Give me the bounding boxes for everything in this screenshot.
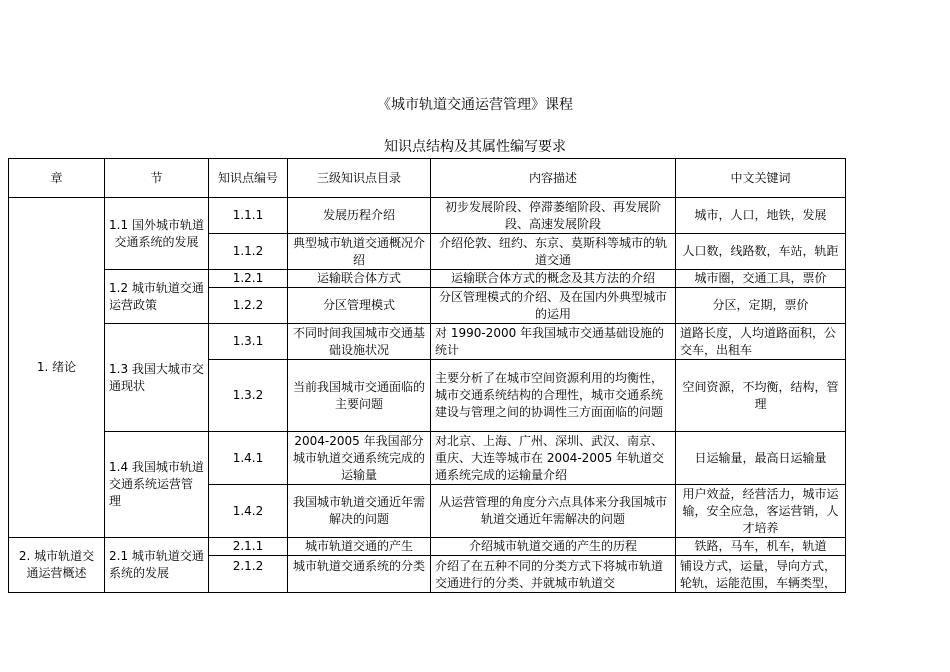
keywords-cell: 铁路，马车，机车，轨道 [676,538,846,556]
chapter-cell: 1. 绪论 [9,198,105,538]
description-cell: 介绍伦敦、纽约、东京、莫斯科等城市的轨道交通 [431,234,676,270]
header-keywords: 中文关键词 [676,159,846,198]
code-cell: 1.1.2 [209,234,288,270]
keywords-cell: 城市，人口，地铁，发展 [676,198,846,234]
topic-cell: 运输联合体方式 [288,270,431,288]
table-row [9,432,846,485]
topic-cell: 城市轨道交通系统的分类 [288,556,431,593]
knowledge-table [8,158,846,593]
description-cell: 主要分析了在城市空间资源利用的均衡性，城市交通系统结构的合理性，城市交通系统建设与管理之间的协调性三方面面临的问题 [431,360,676,432]
description-cell: 从运营管理的角度分六点具体来分我国城市轨道交通近年需解决的问题 [431,485,676,538]
document-subtitle: 知识点结构及其属性编写要求 [384,139,566,155]
topic-cell: 城市轨道交通的产生 [288,538,431,556]
table-row [9,270,846,288]
keywords-cell: 城市圈，交通工具，票价 [676,270,846,288]
table-row [9,324,846,360]
code-cell: 1.1.1 [209,198,288,234]
topic-cell: 当前我国城市交通面临的主要问题 [288,360,431,432]
description-cell: 介绍城市轨道交通的产生的历程 [431,538,676,556]
topic-cell: 不同时间我国城市交通基础设施状况 [288,324,431,360]
description-cell: 运输联合体方式的概念及其方法的介绍 [431,270,676,288]
keywords-cell: 用户效益，经营活力，城市运输，安全应急，客运营销，人才培养 [676,485,846,538]
description-cell: 对 1990-2000 年我国城市交通基础设施的统计 [431,324,676,360]
header-chapter: 章 [9,159,105,198]
section-cell: 2.1 城市轨道交通系统的发展 [105,538,209,593]
code-cell: 1.2.1 [209,270,288,288]
keywords-cell: 人口数，线路数，车站，轨距 [676,234,846,270]
keywords-cell: 道路长度，人均道路面积，公交车，出租车 [676,324,846,360]
document-title: 《城市轨道交通运营管理》课程 [377,97,573,113]
section-cell: 1.2 城市轨道交通运营政策 [105,270,209,324]
header-topic: 三级知识点目录 [288,159,431,198]
code-cell: 1.4.2 [209,485,288,538]
header-section: 节 [105,159,209,198]
description-cell: 初步发展阶段、停滞萎缩阶段、再发展阶段、高速发展阶段 [431,198,676,234]
topic-cell: 分区管理模式 [288,288,431,324]
section-cell: 1.3 我国大城市交通现状 [105,324,209,432]
header-code: 知识点编号 [209,159,288,198]
section-cell: 1.1 国外城市轨道交通系统的发展 [105,198,209,270]
topic-cell: 我国城市轨道交通近年需解决的问题 [288,485,431,538]
keywords-cell: 分区，定期，票价 [676,288,846,324]
description-cell: 分区管理模式的介绍、及在国内外典型城市的运用 [431,288,676,324]
topic-cell: 2004-2005 年我国部分城市轨道交通系统完成的运输量 [288,432,431,485]
topic-cell: 典型城市轨道交通概况介绍 [288,234,431,270]
code-cell: 2.1.1 [209,538,288,556]
keywords-cell: 空间资源，不均衡，结构，管理 [676,360,846,432]
keywords-cell: 铺设方式，运量，导向方式，轮轨，运能范围，车辆类型， [676,556,846,593]
table-header-row [9,159,846,198]
table-row [9,198,846,234]
description-cell: 介绍了在五种不同的分类方式下将城市轨道交通进行的分类、并就城市轨道交 [431,556,676,593]
code-cell: 1.3.1 [209,324,288,360]
code-cell: 1.3.2 [209,360,288,432]
code-cell: 1.4.1 [209,432,288,485]
topic-cell: 发展历程介绍 [288,198,431,234]
table-row [9,538,846,556]
code-cell: 2.1.2 [209,556,288,593]
code-cell: 1.2.2 [209,288,288,324]
keywords-cell: 日运输量，最高日运输量 [676,432,846,485]
description-cell: 对北京、上海、广州、深圳、武汉、南京、重庆、大连等城市在 2004-2005 年轨道交通系统完成的运输量介绍 [431,432,676,485]
section-cell: 1.4 我国城市轨道交通系统运营管理 [105,432,209,538]
chapter-cell: 2. 城市轨道交通运营概述 [9,538,105,593]
header-description: 内容描述 [431,159,676,198]
